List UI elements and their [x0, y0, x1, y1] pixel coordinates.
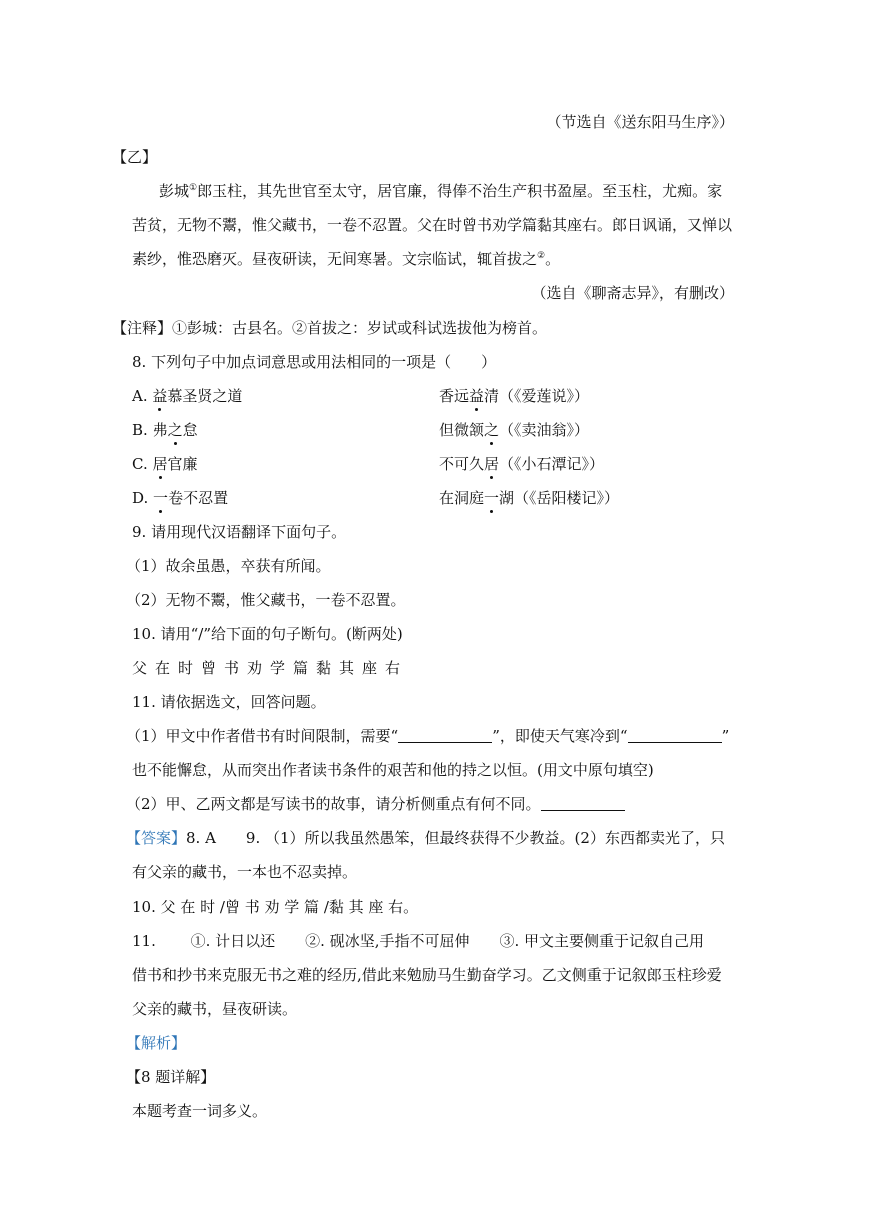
option-c: C. 居官廉 不可久居（《小石潭记》）: [132, 455, 605, 473]
yi-paragraph-line-1: [159, 181, 722, 201]
source-line-2: （选自《聊斋志异》，有删改）: [531, 284, 734, 302]
dotted-char: 一: [484, 489, 500, 507]
yi-text: 。: [545, 250, 561, 268]
yi-text: 素纱，惟恐磨灭。昼夜研读，无间寒暑。文宗临试，辄首拔之: [132, 250, 538, 268]
section-yi-heading: 【乙】: [112, 148, 158, 166]
option-compare: 但微颔之（《卖油翁》）: [439, 421, 590, 439]
answer-11-line-2: 借书和抄书来克服无书之难的经历,借此来勉励马生勤奋学习。乙文侧重于记叙郎玉柱珍爱: [132, 966, 722, 984]
answer-blank: [541, 796, 625, 811]
dotted-char: 居: [152, 455, 168, 473]
answer-blank: [628, 728, 722, 743]
question-9-part-1: （1）故余虽愚，卒获有所闻。: [126, 557, 331, 575]
question-9: 9. 请用现代汉语翻译下面句子。: [132, 523, 347, 541]
source-line-1: （节选自《送东阳马生序》）: [546, 113, 734, 131]
analysis-tag: 【解析】: [126, 1034, 187, 1052]
question-11-part-1: （1）甲文中作者借书有时间限制，需要“ ”，即使天气寒冷到“ ”: [126, 727, 730, 745]
option-b: B. 弗之怠 但微颔之（《卖油翁》）: [132, 421, 590, 439]
answer-blank: [398, 728, 492, 743]
footnote-marker-1: ①: [189, 183, 198, 193]
yi-text: 郎玉柱，其先世官至太守，居官廉，得俸不治生产积书盈屋。至玉柱，尤痴。家: [197, 182, 723, 200]
option-label: B.: [132, 421, 148, 439]
answer-11-line-1: 11. ①. 计日以还 ②. 砚冰坚,手指不可屈伸 ③. 甲文主要侧重于记叙自己用: [132, 932, 705, 950]
option-label: A.: [132, 387, 148, 405]
footnote-marker-2: ②: [537, 251, 546, 261]
question-11: 11. 请依据选文，回答问题。: [132, 693, 326, 711]
detail-8-text: 本题考查一词多义。: [132, 1102, 268, 1120]
dotted-char: 之: [167, 421, 183, 439]
dotted-char: 一: [153, 489, 169, 507]
question-11-part-1-cont: 也不能懈怠，从而突出作者读书条件的艰苦和他的持之以恒。(用文中原句填空): [132, 761, 654, 779]
yi-paragraph-line-2: 苦贫，无物不鬻，惟父藏书，一卷不忍置。父在时曾书劝学篇黏其座右。郎日讽诵，又惮以: [132, 216, 733, 234]
dotted-char: 居: [484, 455, 500, 473]
option-a: [132, 386, 632, 406]
notes-line: 【注释】①彭城：古县名。②首拔之：岁试或科试选拔他为榜首。: [112, 319, 548, 337]
option-d: D. 一卷不忍置 在洞庭一湖（《岳阳楼记》）: [132, 489, 620, 507]
option-compare: 在洞庭一湖（《岳阳楼记》）: [439, 489, 620, 507]
yi-paragraph-line-3: [132, 249, 560, 269]
yi-text: 彭城: [159, 182, 190, 200]
answer-11-line-3: 父亲的藏书，昼夜研读。: [132, 1000, 298, 1018]
option-compare: 香远益清（《爱莲说》）: [439, 387, 590, 405]
question-11-part-2: （2）甲、乙两文都是写读书的故事，请分析侧重点有何不同。: [126, 794, 625, 814]
dotted-char: 益: [152, 387, 168, 405]
dotted-char: 益: [469, 387, 485, 405]
answer-tag: 【答案】: [126, 829, 187, 847]
question-8: 8. 下列句子中加点词意思或用法相同的一项是（ ）: [132, 353, 497, 371]
question-9-part-2: （2）无物不鬻，惟父藏书，一卷不忍置。: [126, 591, 406, 609]
option-compare: 不可久居（《小石潭记》）: [439, 455, 605, 473]
question-10: 10. 请用“/”给下面的句子断句。(断两处): [132, 625, 403, 643]
option-label: D.: [132, 489, 149, 507]
question-10-sentence: 父在时曾书劝学篇黏其座右: [132, 659, 409, 677]
dotted-char: 之: [484, 421, 500, 439]
option-label: C.: [132, 455, 148, 473]
detail-8-heading: 【8 题详解】: [126, 1068, 216, 1086]
answer-10: 10. 父 在 时 /曾 书 劝 学 篇 /黏 其 座 右。: [132, 898, 419, 916]
option-text: 慕圣贤之道: [167, 387, 243, 405]
answer-line-2: 有父亲的藏书，一本也不忍卖掉。: [132, 863, 358, 881]
answer-line-1: 【答案】8. A 9. （1）所以我虽然愚笨，但最终获得不少教益。(2）东西都卖光了，只: [126, 829, 725, 847]
